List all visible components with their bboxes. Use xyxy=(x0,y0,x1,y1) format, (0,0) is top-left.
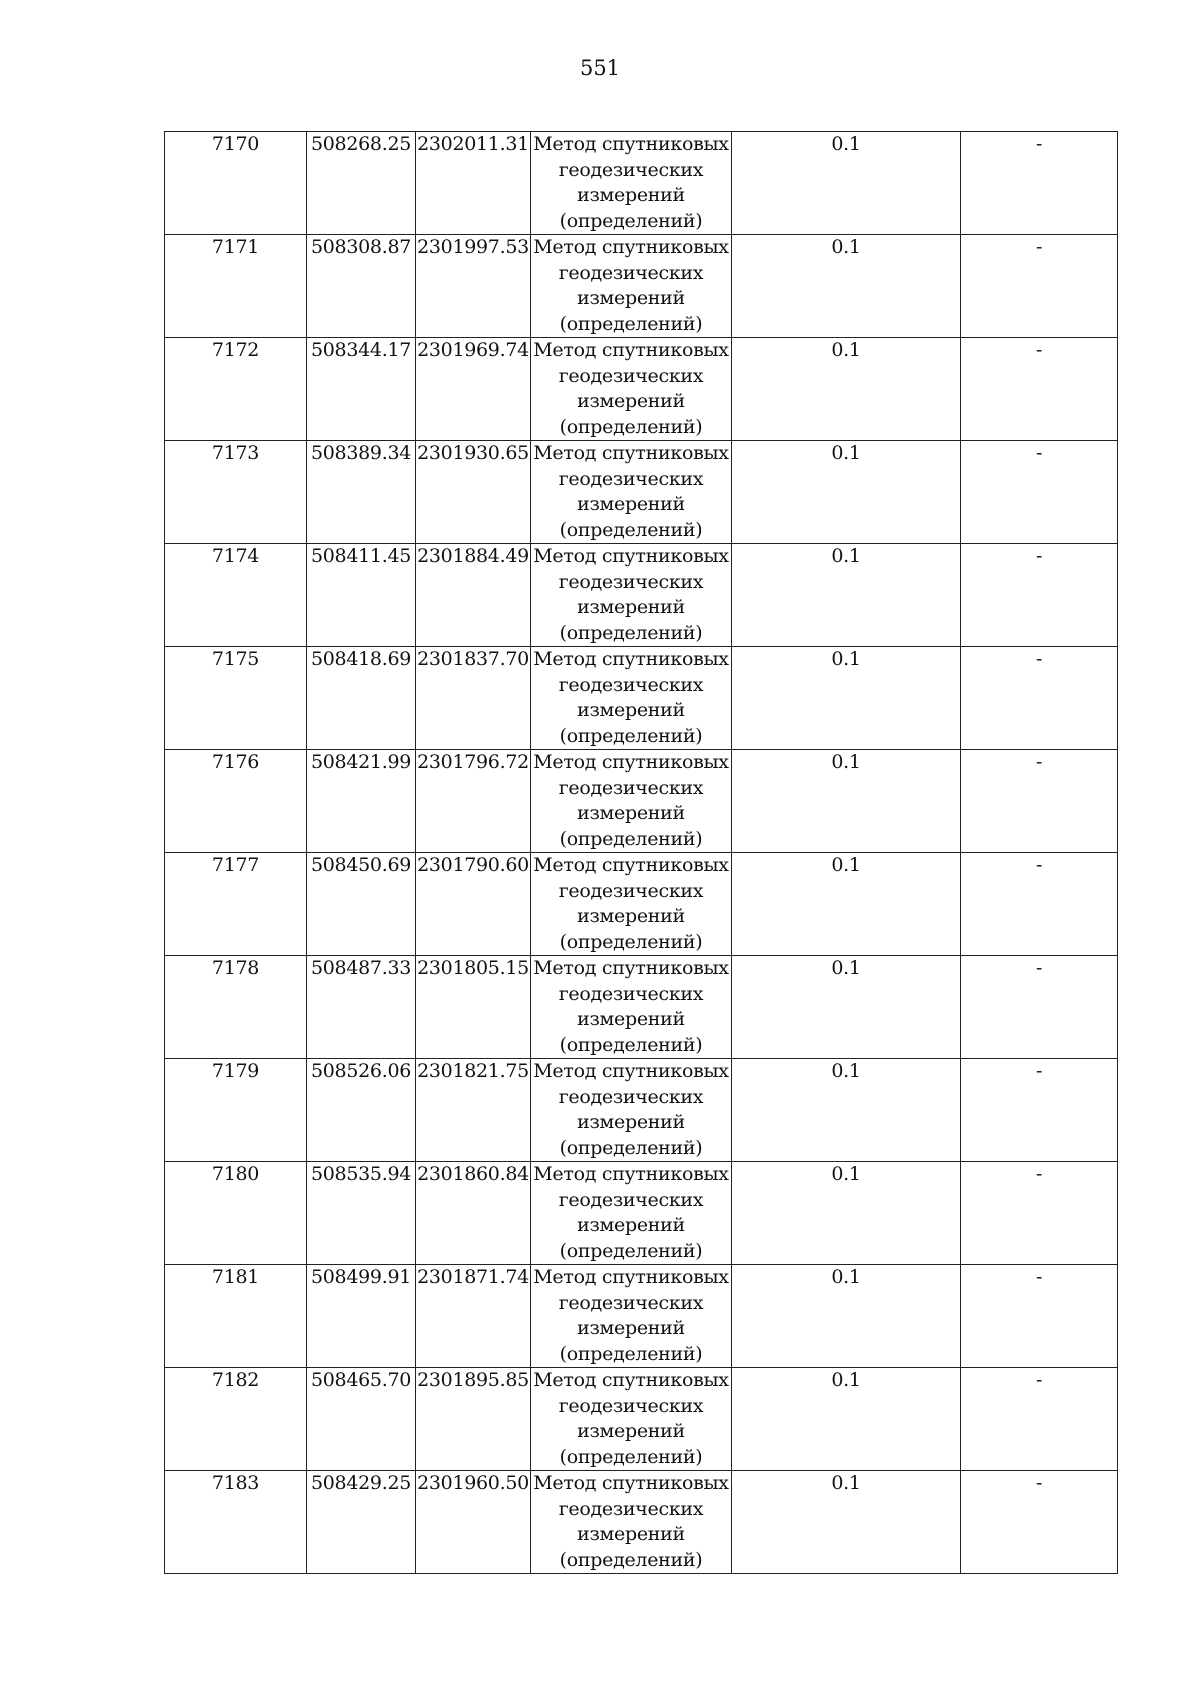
point-id-cell: 7176 xyxy=(165,750,307,853)
method-line: Метод спутниковых xyxy=(533,236,729,258)
y-coordinate-cell: 2301930.65 xyxy=(416,441,531,544)
x-coordinate-cell: 508344.17 xyxy=(307,338,416,441)
method-line: геодезических xyxy=(558,982,704,1005)
table-row xyxy=(165,1471,1118,1574)
method-line: геодезических xyxy=(558,1188,704,1211)
method-cell xyxy=(531,338,732,441)
method-line: (определений) xyxy=(559,415,703,438)
y-coordinate-cell: 2302011.31 xyxy=(416,132,531,235)
method-line: (определений) xyxy=(559,1342,703,1365)
x-coordinate-cell: 508535.94 xyxy=(307,1162,416,1265)
table-row xyxy=(165,853,1118,956)
method-line: (определений) xyxy=(559,1548,703,1571)
method-line: (определений) xyxy=(559,930,703,953)
note-cell: - xyxy=(961,1265,1118,1368)
note-cell: - xyxy=(961,132,1118,235)
method-line: геодезических xyxy=(558,158,704,181)
y-coordinate-cell: 2301860.84 xyxy=(416,1162,531,1265)
note-cell: - xyxy=(961,441,1118,544)
method-line: измерений xyxy=(577,1214,685,1236)
point-id-cell: 7170 xyxy=(165,132,307,235)
accuracy-cell: 0.1 xyxy=(732,1471,961,1574)
method-line: измерений xyxy=(577,390,685,412)
method-line: Метод спутниковых xyxy=(533,957,729,979)
point-id-cell: 7183 xyxy=(165,1471,307,1574)
method-line: (определений) xyxy=(559,209,703,232)
table-row xyxy=(165,1265,1118,1368)
method-line: измерений xyxy=(577,596,685,618)
method-line: Метод спутниковых xyxy=(533,442,729,464)
method-line: Метод спутниковых xyxy=(533,1163,729,1185)
method-line: измерений xyxy=(577,1008,685,1030)
x-coordinate-cell: 508411.45 xyxy=(307,544,416,647)
method-line: измерений xyxy=(577,287,685,309)
table-row xyxy=(165,544,1118,647)
method-cell xyxy=(531,1471,732,1574)
method-line: Метод спутниковых xyxy=(533,1369,729,1391)
method-cell xyxy=(531,441,732,544)
method-line: Метод спутниковых xyxy=(533,1472,729,1494)
method-line: Метод спутниковых xyxy=(533,133,729,155)
method-line: измерений xyxy=(577,1523,685,1545)
point-id-cell: 7173 xyxy=(165,441,307,544)
method-line: Метод спутниковых xyxy=(533,854,729,876)
coordinates-table-body xyxy=(165,132,1118,1574)
method-line: (определений) xyxy=(559,312,703,335)
method-cell xyxy=(531,1162,732,1265)
table-row xyxy=(165,1368,1118,1471)
method-line: Метод спутниковых xyxy=(533,751,729,773)
accuracy-cell: 0.1 xyxy=(732,853,961,956)
x-coordinate-cell: 508268.25 xyxy=(307,132,416,235)
note-cell: - xyxy=(961,956,1118,1059)
x-coordinate-cell: 508526.06 xyxy=(307,1059,416,1162)
method-line: измерений xyxy=(577,493,685,515)
method-cell xyxy=(531,1059,732,1162)
note-cell: - xyxy=(961,235,1118,338)
x-coordinate-cell: 508487.33 xyxy=(307,956,416,1059)
method-line: измерений xyxy=(577,802,685,824)
table-row xyxy=(165,750,1118,853)
point-id-cell: 7178 xyxy=(165,956,307,1059)
method-line: Метод спутниковых xyxy=(533,648,729,670)
y-coordinate-cell: 2301871.74 xyxy=(416,1265,531,1368)
table-row xyxy=(165,1162,1118,1265)
point-id-cell: 7182 xyxy=(165,1368,307,1471)
accuracy-cell: 0.1 xyxy=(732,441,961,544)
accuracy-cell: 0.1 xyxy=(732,338,961,441)
method-line: геодезических xyxy=(558,467,704,490)
y-coordinate-cell: 2301821.75 xyxy=(416,1059,531,1162)
note-cell: - xyxy=(961,853,1118,956)
y-coordinate-cell: 2301969.74 xyxy=(416,338,531,441)
accuracy-cell: 0.1 xyxy=(732,544,961,647)
point-id-cell: 7180 xyxy=(165,1162,307,1265)
method-cell xyxy=(531,132,732,235)
method-line: (определений) xyxy=(559,1445,703,1468)
accuracy-cell: 0.1 xyxy=(732,647,961,750)
accuracy-cell: 0.1 xyxy=(732,750,961,853)
method-cell xyxy=(531,647,732,750)
method-line: геодезических xyxy=(558,879,704,902)
point-id-cell: 7175 xyxy=(165,647,307,750)
table-row xyxy=(165,441,1118,544)
accuracy-cell: 0.1 xyxy=(732,1059,961,1162)
method-line: измерений xyxy=(577,905,685,927)
method-line: (определений) xyxy=(559,518,703,541)
table-row xyxy=(165,647,1118,750)
method-line: геодезических xyxy=(558,776,704,799)
table-row xyxy=(165,956,1118,1059)
note-cell: - xyxy=(961,338,1118,441)
y-coordinate-cell: 2301805.15 xyxy=(416,956,531,1059)
table-row xyxy=(165,338,1118,441)
note-cell: - xyxy=(961,1059,1118,1162)
method-cell xyxy=(531,1368,732,1471)
point-id-cell: 7174 xyxy=(165,544,307,647)
note-cell: - xyxy=(961,647,1118,750)
table-row xyxy=(165,132,1118,235)
y-coordinate-cell: 2301790.60 xyxy=(416,853,531,956)
method-line: (определений) xyxy=(559,1136,703,1159)
point-id-cell: 7177 xyxy=(165,853,307,956)
method-cell xyxy=(531,544,732,647)
method-line: измерений xyxy=(577,1111,685,1133)
note-cell: - xyxy=(961,1471,1118,1574)
x-coordinate-cell: 508418.69 xyxy=(307,647,416,750)
method-line: (определений) xyxy=(559,621,703,644)
method-line: (определений) xyxy=(559,724,703,747)
y-coordinate-cell: 2301960.50 xyxy=(416,1471,531,1574)
method-line: геодезических xyxy=(558,364,704,387)
x-coordinate-cell: 508499.91 xyxy=(307,1265,416,1368)
note-cell: - xyxy=(961,544,1118,647)
note-cell: - xyxy=(961,750,1118,853)
method-line: (определений) xyxy=(559,1033,703,1056)
method-line: Метод спутниковых xyxy=(533,1060,729,1082)
method-line: геодезических xyxy=(558,1085,704,1108)
x-coordinate-cell: 508421.99 xyxy=(307,750,416,853)
point-id-cell: 7171 xyxy=(165,235,307,338)
x-coordinate-cell: 508450.69 xyxy=(307,853,416,956)
method-line: геодезических xyxy=(558,570,704,593)
method-line: геодезических xyxy=(558,261,704,284)
coordinates-table xyxy=(164,131,1118,1574)
method-line: измерений xyxy=(577,1420,685,1442)
table-row xyxy=(165,1059,1118,1162)
x-coordinate-cell: 508429.25 xyxy=(307,1471,416,1574)
accuracy-cell: 0.1 xyxy=(732,1162,961,1265)
method-line: (определений) xyxy=(559,1239,703,1262)
note-cell: - xyxy=(961,1368,1118,1471)
method-cell xyxy=(531,853,732,956)
method-cell xyxy=(531,235,732,338)
x-coordinate-cell: 508389.34 xyxy=(307,441,416,544)
method-line: Метод спутниковых xyxy=(533,545,729,567)
accuracy-cell: 0.1 xyxy=(732,1265,961,1368)
method-line: геодезических xyxy=(558,1394,704,1417)
method-line: геодезических xyxy=(558,673,704,696)
method-line: Метод спутниковых xyxy=(533,1266,729,1288)
x-coordinate-cell: 508465.70 xyxy=(307,1368,416,1471)
accuracy-cell: 0.1 xyxy=(732,235,961,338)
method-line: измерений xyxy=(577,184,685,206)
y-coordinate-cell: 2301796.72 xyxy=(416,750,531,853)
method-line: геодезических xyxy=(558,1291,704,1314)
method-line: (определений) xyxy=(559,827,703,850)
y-coordinate-cell: 2301895.85 xyxy=(416,1368,531,1471)
x-coordinate-cell: 508308.87 xyxy=(307,235,416,338)
method-line: геодезических xyxy=(558,1497,704,1520)
accuracy-cell: 0.1 xyxy=(732,1368,961,1471)
point-id-cell: 7181 xyxy=(165,1265,307,1368)
method-cell xyxy=(531,750,732,853)
accuracy-cell: 0.1 xyxy=(732,132,961,235)
accuracy-cell: 0.1 xyxy=(732,956,961,1059)
note-cell: - xyxy=(961,1162,1118,1265)
point-id-cell: 7172 xyxy=(165,338,307,441)
method-line: измерений xyxy=(577,1317,685,1339)
y-coordinate-cell: 2301884.49 xyxy=(416,544,531,647)
method-line: Метод спутниковых xyxy=(533,339,729,361)
method-cell xyxy=(531,956,732,1059)
y-coordinate-cell: 2301837.70 xyxy=(416,647,531,750)
method-line: измерений xyxy=(577,699,685,721)
point-id-cell: 7179 xyxy=(165,1059,307,1162)
table-row xyxy=(165,235,1118,338)
page-number: 551 xyxy=(579,56,621,80)
y-coordinate-cell: 2301997.53 xyxy=(416,235,531,338)
method-cell xyxy=(531,1265,732,1368)
